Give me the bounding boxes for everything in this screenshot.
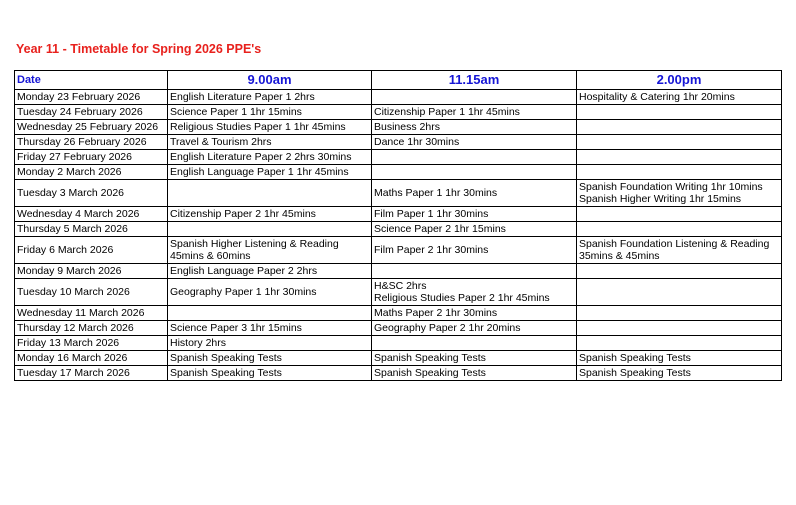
- exam-cell: [577, 222, 782, 237]
- exam-entry: Geography Paper 1 1hr 30mins: [170, 286, 317, 298]
- date-cell: Thursday 5 March 2026: [15, 222, 168, 237]
- exam-cell: [168, 180, 372, 207]
- exam-entry: Spanish Foundation Writing 1hr 10mins: [579, 181, 763, 193]
- exam-entry: Spanish Speaking Tests: [170, 367, 282, 379]
- exam-cell: [577, 90, 782, 105]
- exam-cell: [168, 207, 372, 222]
- exam-cell: [372, 306, 577, 321]
- exam-entry: Business 2hrs: [374, 121, 440, 133]
- exam-cell: [168, 222, 372, 237]
- exam-cell: [372, 336, 577, 351]
- exam-cell: [372, 264, 577, 279]
- exam-cell: [168, 120, 372, 135]
- exam-entry: English Literature Paper 2 2hrs 30mins: [170, 151, 352, 163]
- date-cell: Tuesday 10 March 2026: [15, 279, 168, 306]
- exam-entry: Spanish Speaking Tests: [579, 367, 691, 379]
- header-slot-9am: 9.00am: [168, 71, 372, 90]
- date-cell: Tuesday 3 March 2026: [15, 180, 168, 207]
- exam-entry: Science Paper 1 1hr 15mins: [170, 106, 302, 118]
- table-row: [15, 351, 782, 366]
- exam-entry: Spanish Speaking Tests: [374, 367, 486, 379]
- date-cell: Tuesday 24 February 2026: [15, 105, 168, 120]
- exam-cell: [372, 105, 577, 120]
- exam-entry: Spanish Higher Listening & Reading: [170, 238, 339, 250]
- exam-cell: [372, 120, 577, 135]
- exam-cell: [372, 150, 577, 165]
- exam-cell: [577, 207, 782, 222]
- exam-cell: [168, 279, 372, 306]
- exam-cell: [168, 264, 372, 279]
- date-cell: Thursday 12 March 2026: [15, 321, 168, 336]
- table-row: [15, 264, 782, 279]
- table-row: [15, 180, 782, 207]
- exam-cell: [372, 180, 577, 207]
- exam-cell: [168, 336, 372, 351]
- date-cell: Wednesday 4 March 2026: [15, 207, 168, 222]
- exam-entry: Citizenship Paper 1 1hr 45mins: [374, 106, 520, 118]
- exam-cell: [372, 237, 577, 264]
- exam-entry: Spanish Speaking Tests: [170, 352, 282, 364]
- exam-cell: [577, 105, 782, 120]
- header-slot-1115am: 11.15am: [372, 71, 577, 90]
- date-cell: Tuesday 17 March 2026: [15, 366, 168, 381]
- exam-cell: [372, 90, 577, 105]
- header-row: [15, 71, 782, 90]
- date-cell: Friday 6 March 2026: [15, 237, 168, 264]
- exam-entry: Religious Studies Paper 1 1hr 45mins: [170, 121, 346, 133]
- exam-cell: [577, 306, 782, 321]
- exam-entry: English Language Paper 2 2hrs: [170, 265, 318, 277]
- exam-cell: [168, 105, 372, 120]
- exam-cell: [577, 237, 782, 264]
- date-cell: Monday 23 February 2026: [15, 90, 168, 105]
- exam-cell: [577, 336, 782, 351]
- table-row: [15, 366, 782, 381]
- header-slot-2pm: 2.00pm: [577, 71, 782, 90]
- page-title: Year 11 - Timetable for Spring 2026 PPE's: [16, 42, 262, 56]
- table-row: [15, 90, 782, 105]
- exam-entry: Dance 1hr 30mins: [374, 136, 460, 148]
- exam-cell: [168, 90, 372, 105]
- exam-cell: [372, 366, 577, 381]
- exam-entry: Spanish Speaking Tests: [579, 352, 691, 364]
- exam-cell: [372, 279, 577, 306]
- table-row: [15, 279, 782, 306]
- table-row: [15, 135, 782, 150]
- exam-entry: Hospitality & Catering 1hr 20mins: [579, 91, 735, 103]
- exam-cell: [577, 279, 782, 306]
- exam-entry: English Literature Paper 1 2hrs: [170, 91, 315, 103]
- timetable: [14, 70, 782, 381]
- exam-cell: [372, 351, 577, 366]
- table-row: [15, 306, 782, 321]
- exam-entry: Maths Paper 1 1hr 30mins: [374, 187, 498, 199]
- exam-cell: [577, 120, 782, 135]
- exam-cell: [577, 165, 782, 180]
- exam-cell: [168, 306, 372, 321]
- table-row: [15, 120, 782, 135]
- exam-entry: Religious Studies Paper 2 1hr 45mins: [374, 292, 550, 304]
- exam-cell: [168, 366, 372, 381]
- date-cell: Monday 9 March 2026: [15, 264, 168, 279]
- date-cell: Friday 13 March 2026: [15, 336, 168, 351]
- timetable-body: [15, 90, 782, 381]
- exam-cell: [372, 207, 577, 222]
- table-row: [15, 237, 782, 264]
- exam-cell: [168, 351, 372, 366]
- table-row: [15, 207, 782, 222]
- table-row: [15, 150, 782, 165]
- table-row: [15, 105, 782, 120]
- exam-entry: Citizenship Paper 2 1hr 45mins: [170, 208, 316, 220]
- exam-entry: H&SC 2hrs: [374, 280, 427, 292]
- exam-entry: English Language Paper 1 1hr 45mins: [170, 166, 349, 178]
- exam-cell: [577, 180, 782, 207]
- date-cell: Thursday 26 February 2026: [15, 135, 168, 150]
- exam-entry: 35mins & 45mins: [579, 250, 660, 262]
- exam-cell: [372, 321, 577, 336]
- date-cell: Friday 27 February 2026: [15, 150, 168, 165]
- exam-entry: Spanish Foundation Listening & Reading: [579, 238, 770, 250]
- exam-cell: [372, 222, 577, 237]
- exam-cell: [577, 135, 782, 150]
- exam-entry: Film Paper 1 1hr 30mins: [374, 208, 489, 220]
- table-row: [15, 222, 782, 237]
- exam-cell: [372, 165, 577, 180]
- exam-entry: Maths Paper 2 1hr 30mins: [374, 307, 498, 319]
- exam-entry: 45mins & 60mins: [170, 250, 251, 262]
- exam-entry: Science Paper 2 1hr 15mins: [374, 223, 506, 235]
- exam-cell: [372, 135, 577, 150]
- date-cell: Wednesday 25 February 2026: [15, 120, 168, 135]
- table-row: [15, 165, 782, 180]
- exam-cell: [577, 366, 782, 381]
- exam-entry: Travel & Tourism 2hrs: [170, 136, 272, 148]
- exam-entry: Geography Paper 2 1hr 20mins: [374, 322, 521, 334]
- exam-cell: [577, 321, 782, 336]
- exam-cell: [168, 165, 372, 180]
- exam-entry: Science Paper 3 1hr 15mins: [170, 322, 302, 334]
- exam-entry: Film Paper 2 1hr 30mins: [374, 244, 489, 256]
- exam-cell: [577, 351, 782, 366]
- exam-cell: [577, 150, 782, 165]
- exam-cell: [168, 150, 372, 165]
- table-row: [15, 336, 782, 351]
- exam-cell: [168, 135, 372, 150]
- exam-entry: Spanish Higher Writing 1hr 15mins: [579, 193, 742, 205]
- exam-cell: [168, 237, 372, 264]
- exam-cell: [168, 321, 372, 336]
- exam-cell: [577, 264, 782, 279]
- table-row: [15, 321, 782, 336]
- exam-entry: History 2hrs: [170, 337, 227, 349]
- date-cell: Wednesday 11 March 2026: [15, 306, 168, 321]
- date-cell: Monday 2 March 2026: [15, 165, 168, 180]
- exam-entry: Spanish Speaking Tests: [374, 352, 486, 364]
- date-cell: Monday 16 March 2026: [15, 351, 168, 366]
- header-date: Date: [15, 71, 168, 90]
